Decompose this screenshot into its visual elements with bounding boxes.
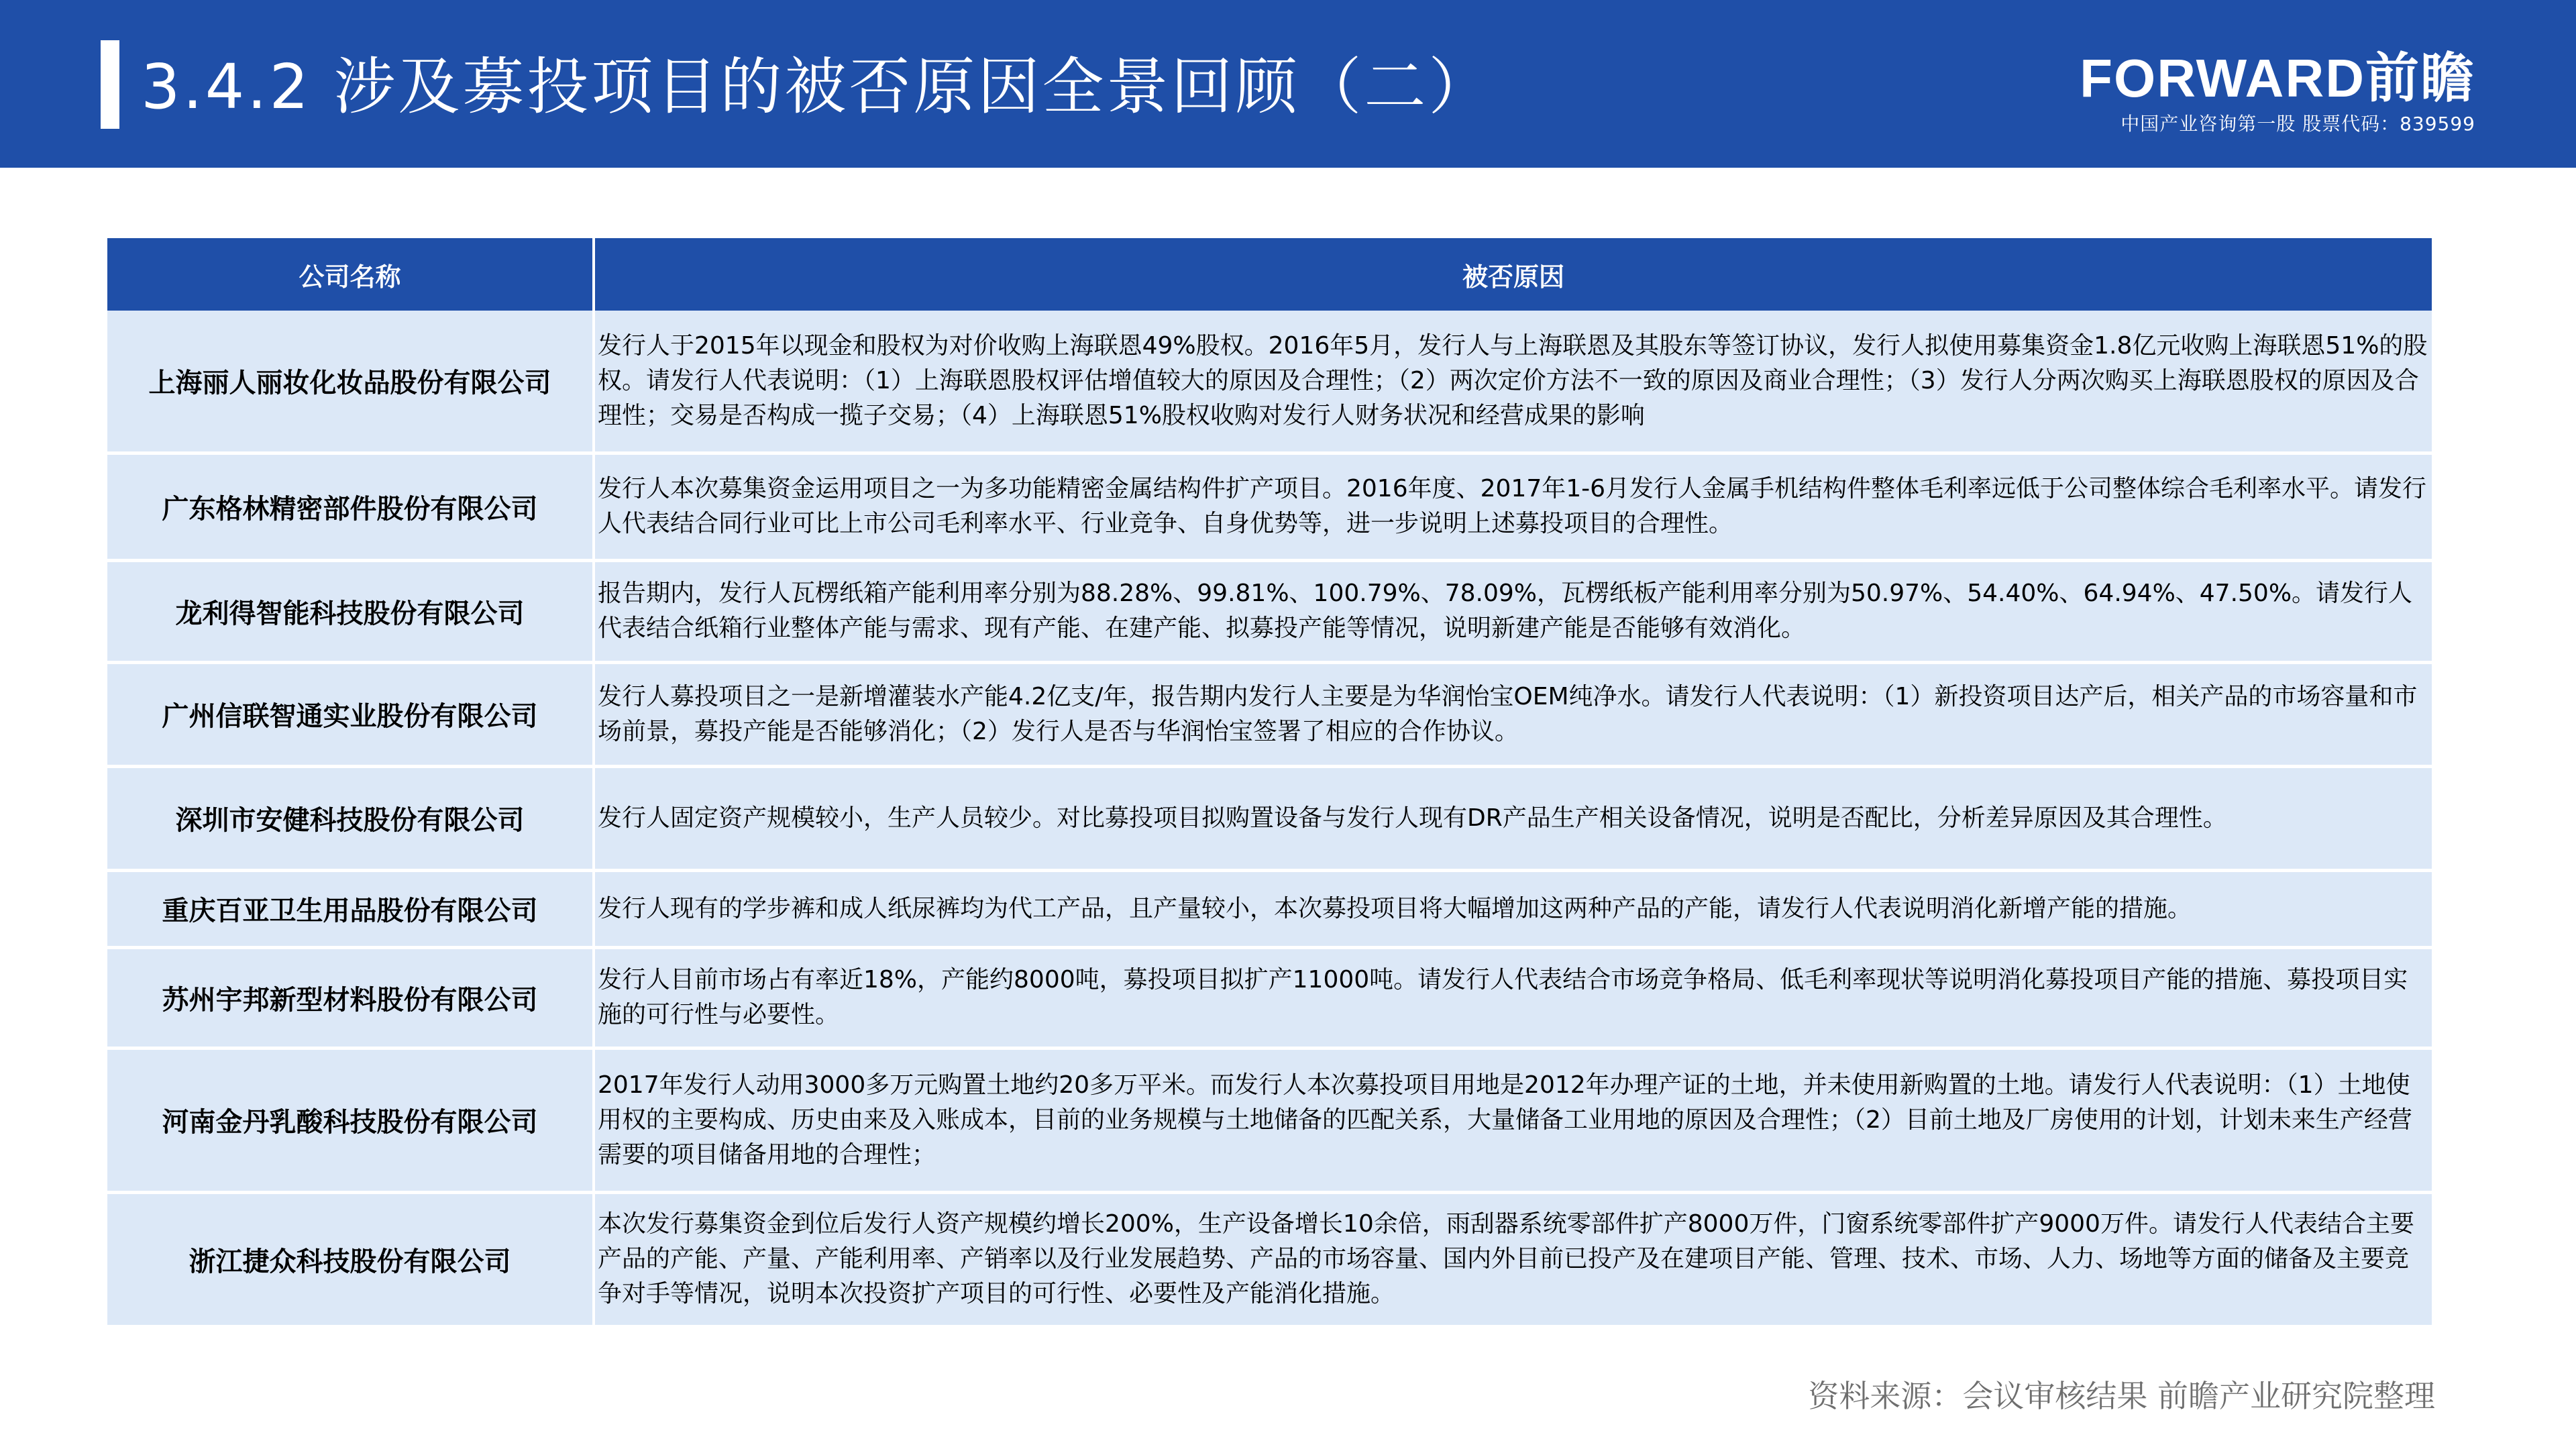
table-row [107,560,2432,662]
company-name: 河南金丹乳酸科技股份有限公司 [107,1048,594,1192]
rejection-reason: 发行人固定资产规模较小，生产人员较少。对比募投项目拟购置设备与发行人现有DR产品生产相关设备情况，说明是否配比，分析差异原因及其合理性。 [594,766,2432,870]
table-row [107,1048,2432,1192]
logo-wordmark [2073,48,2475,109]
table-header-row [107,238,2432,311]
company-name: 浙江捷众科技股份有限公司 [107,1192,594,1326]
title-accent-bar [101,40,119,129]
table-row [107,662,2432,766]
header-company-name: 公司名称 [107,238,594,311]
rejection-reason: 发行人募投项目之一是新增灌装水产能4.2亿支/年，报告期内发行人主要是为华润怡宝OEM纯净水。请发行人代表说明：（1）新投资项目达产后，相关产品的市场容量和市场前景，募投产能是否能够消化；（2）发行人是否与华润怡宝签署了相应的合作协议。 [594,662,2432,766]
rejection-reason: 本次发行募集资金到位后发行人资产规模约增长200%，生产设备增长10余倍，雨刮器系统零部件扩产8000万件，门窗系统零部件扩产9000万件。请发行人代表结合主要产品的产能、产量、产能利用率、产销率以及行业发展趋势、产品的市场容量、国内外目前已投产及在建项目产能、管理、技术、市场、人力、场地等方面的储备及主要竞争对手等情况，说明本次投资扩产项目的可行性、必要性及产能消化措施。 [594,1192,2432,1326]
company-name: 龙利得智能科技股份有限公司 [107,560,594,662]
rejection-reason: 发行人本次募集资金运用项目之一为多功能精密金属结构件扩产项目。2016年度、2017年1-6月发行人金属手机结构件整体毛利率远低于公司整体综合毛利率水平。请发行人代表结合同行业可比上市公司毛利率水平、行业竞争、自身优势等，进一步说明上述募投项目的合理性。 [594,453,2432,560]
table-row [107,947,2432,1048]
company-name: 广东格林精密部件股份有限公司 [107,453,594,560]
table-row [107,766,2432,870]
company-name: 苏州宇邦新型材料股份有限公司 [107,947,594,1048]
logo-brand-latin: FORWARD [2080,48,2365,108]
header-rejection-reason: 被否原因 [594,238,2432,311]
company-name: 重庆百亚卫生用品股份有限公司 [107,870,594,947]
rejection-reason: 报告期内，发行人瓦楞纸箱产能利用率分别为88.28%、99.81%、100.79%、78.09%，瓦楞纸板产能利用率分别为50.97%、54.40%、64.94%、47.50%。请发行人代表结合纸箱行业整体产能与需求、现有产能、在建产能、拟募投产能等情况，说明新建产能是否能够有效消化。 [594,560,2432,662]
rejection-reasons-table [107,238,2432,1328]
company-name: 深圳市安健科技股份有限公司 [107,766,594,870]
rejection-reason: 发行人目前市场占有率近18%，产能约8000吨，募投项目拟扩产11000吨。请发行人代表结合市场竞争格局、低毛利率现状等说明消化募投项目产能的措施、募投项目实施的可行性与必要性。 [594,947,2432,1048]
rejection-reason: 发行人于2015年以现金和股权为对价收购上海联恩49%股权。2016年5月，发行人与上海联恩及其股东等签订协议，发行人拟使用募集资金1.8亿元收购上海联恩51%的股权。请发行人代表说明：（1）上海联恩股权评估增值较大的原因及合理性；（2）两次定价方法不一致的原因及商业合理性；（3）发行人分两次购买上海联恩股权的原因及合理性；交易是否构成一揽子交易；（4）上海联恩51%股权收购对发行人财务状况和经营成果的影响 [594,311,2432,453]
table-row [107,1192,2432,1326]
forward-logo [2073,48,2475,137]
header-bar [0,0,2576,168]
rejection-reason: 2017年发行人动用3000多万元购置土地约20多万平米。而发行人本次募投项目用地是2012年办理产证的土地，并未使用新购置的土地。请发行人代表说明：（1）土地使用权的主要构成、历史由来及入账成本，目前的业务规模与土地储备的匹配关系，大量储备工业用地的原因及合理性；（2）目前土地及厂房使用的计划，计划未来生产经营需要的项目储备用地的合理性； [594,1048,2432,1192]
logo-tagline: 中国产业咨询第一股 股票代码：839599 [2121,113,2475,135]
logo-brand-cn: 前瞻 [2365,47,2475,109]
table-row [107,870,2432,947]
company-name: 广州信联智通实业股份有限公司 [107,662,594,766]
table-row [107,311,2432,453]
source-note: 资料来源：会议审核结果 前瞻产业研究院整理 [1808,1378,2435,1414]
table-row [107,453,2432,560]
rejection-reason: 发行人现有的学步裤和成人纸尿裤均为代工产品，且产量较小，本次募投项目将大幅增加这两种产品的产能，请发行人代表说明消化新增产能的措施。 [594,870,2432,947]
page-title: 3.4.2 涉及募投项目的被否原因全景回顾（二） [141,51,1493,123]
company-name: 上海丽人丽妆化妆品股份有限公司 [107,311,594,453]
